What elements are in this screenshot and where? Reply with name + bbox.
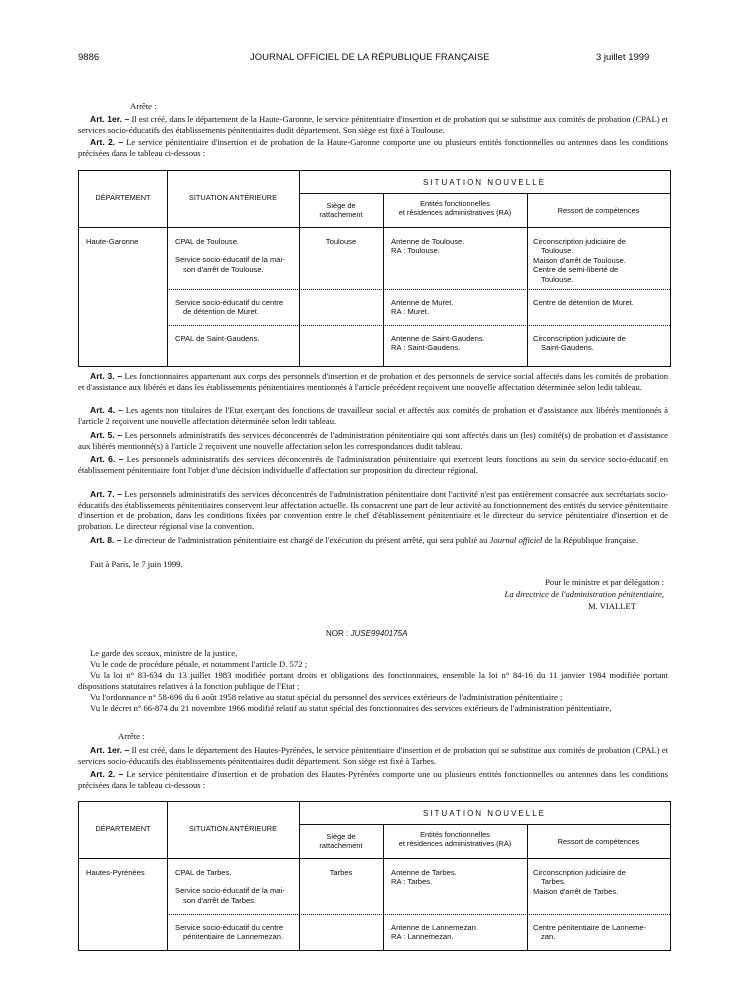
- header-siege-line2: rattachement: [319, 841, 363, 850]
- cell-line: Service socio-éducatif de la mai-: [175, 886, 285, 896]
- cell-departement: Haute-Garonne: [86, 237, 139, 246]
- header-entites-line1: Entités fonctionnelles: [420, 199, 490, 208]
- vu-4: Vu le décret n° 66-874 du 21 novembre 1966 modifié relatif au statut spécial des fonctionnaires des services extérieurs de l'administration pénitentiaire,: [90, 703, 612, 713]
- article-8: [78, 535, 668, 546]
- cell-ressort: [533, 334, 665, 353]
- cell-line: RA : Tarbes.: [391, 877, 433, 887]
- cell-line: Saint-Gaudens.: [541, 343, 594, 353]
- cell-line: Antenne de Saint-Gaudens.: [391, 334, 485, 343]
- signature-line-1: Pour le ministre et par délégation :: [545, 577, 664, 587]
- article-text: Il est créé, dans le département de la Haute-Garonne, le service pénitentiaire d'insertion et de probation qui se substitue aux comités de probation (CPAL) et services socio-éducatifs des établissements pénitentiaires dudit département. Son siège est fixé à Toulouse.: [78, 114, 668, 135]
- article-label: Art. 1er. –: [90, 114, 130, 124]
- header-situation-anterieure: SITUATION ANTÉRIEURE: [188, 193, 278, 202]
- cell-line: CPAL de Saint-Gaudens.: [175, 334, 260, 343]
- header-departement: DÉPARTEMENT: [95, 824, 151, 833]
- journal-title: JOURNAL OFFICIEL DE LA RÉPUBLIQUE FRANÇAISE: [250, 52, 490, 63]
- cell-entites: [391, 868, 525, 887]
- cell-anterieure: [175, 237, 295, 274]
- cell-siege: Tarbes: [329, 868, 353, 877]
- cell-line: RA : Lannemezan.: [391, 932, 454, 942]
- cell-line: Antenne de Tarbes.: [391, 868, 457, 877]
- article-label: Art. 1er. –: [90, 745, 130, 755]
- signature-line-2: La directrice de l'administration pénitentiaire,: [504, 589, 664, 599]
- header-entites-line2: et résidences administratives (RA): [398, 839, 512, 848]
- header-entites-line1: Entités fonctionnelles: [420, 830, 490, 839]
- header-ressort: Ressort de compétences: [557, 837, 640, 846]
- nor-reference: [326, 629, 407, 640]
- cell-line: zan.: [541, 932, 556, 942]
- cell-line: Centre pénitentiaire de Lanneme-: [533, 923, 647, 932]
- done-at: Fait à Paris, le 7 juin 1999.: [90, 559, 183, 569]
- cell-line: son d'arrêt de Tarbes.: [183, 895, 257, 905]
- arrete-1: Arrête :: [130, 101, 157, 111]
- article-1: [78, 114, 668, 135]
- article-text: Les personnels administratifs des services déconcentrés de l'administration pénitentiaire qui sont affectés dans un (les) comité(s) de probation et d'assistance aux libérés mentionné(s) à l'article 2 reçoivent une nouvelle affectation selon les correspondances dudit tableau.: [78, 430, 668, 451]
- cell-line: Circonscription judiciaire de: [533, 237, 626, 246]
- cell-line: Antenne de Lannemezan.: [391, 923, 478, 932]
- header-siege-line2: rattachement: [319, 210, 363, 219]
- nor-label: NOR :: [326, 629, 349, 638]
- vu-1: Vu le code de procédure pénale, et notamment l'article D. 572 ;: [90, 659, 307, 669]
- arrete-2: Arrête :: [118, 731, 145, 741]
- header-entites: [383, 830, 527, 848]
- article-text: Les personnels administratifs des services déconcentrés de l'administration pénitentiaire dont l'activité n'est pas entièrement consacrée aux secrétariats socio-éducatifs des établissements pénitentiaires conservent leur affectation actuelle. Ils consacrent une part de leur activité au fonctionnement des entités du service pénitentiaire d'insertion et de probation, dans les conditions fixées par convention entre le chef d'établissement pénitentiaire et le directeur du service pénitentiaire d'insertion et de probation. Le directeur régional vise la convention.: [78, 489, 668, 531]
- article-1-hp: [78, 745, 668, 766]
- cell-line: pénitentiaire de Lannemezan.: [183, 932, 284, 942]
- cell-entites: [391, 237, 525, 256]
- cell-line: CPAL de Toulouse.: [175, 237, 240, 246]
- article-2: [78, 137, 668, 158]
- cell-line: RA : Saint-Gaudens.: [391, 343, 461, 353]
- cell-ressort: [533, 868, 665, 896]
- article-6: [78, 454, 668, 475]
- article-label: Art. 7. –: [90, 489, 123, 499]
- cell-line: RA : Toulouse.: [391, 246, 440, 256]
- cell-line: CPAL de Tarbes.: [175, 868, 232, 877]
- journal-officiel: Journal officiel: [489, 535, 543, 545]
- article-text: Les agents non titulaires de l'Etat exerçant des fonctions de travailleur social et affectés aux comités de probation et d'assistance aux libérés mentionnés à l'article 2 reçoivent une nouvelle affectation déterminée selon ledit tableau.: [78, 405, 668, 426]
- article-7: [78, 489, 668, 531]
- cell-anterieure: [175, 334, 295, 343]
- cell-siege: Toulouse: [325, 237, 357, 246]
- cell-ressort: [533, 923, 665, 942]
- vu-2: Vu la loi n° 83-634 du 13 juillet 1983 modifiée portant droits et obligations des fonctionnaires, ensemble la loi n° 84-16 du 11 janvier 1984 modifiée portant dispositions statutaires relatives à la fonction publique de l'Etat ;: [78, 670, 668, 691]
- cell-line: Service socio-éducatif du centre: [175, 923, 284, 932]
- vu-3: Vu l'ordonnance n° 58-696 du 6 août 1958 relative au statut spécial du personnel des services extérieurs de l'administration pénitentiaire ;: [90, 692, 563, 702]
- article-4: [78, 405, 668, 426]
- article-3: [78, 371, 668, 392]
- cell-line: Tarbes.: [541, 877, 566, 887]
- article-2-hp: [78, 769, 668, 790]
- header-siege: [299, 201, 383, 219]
- cell-anterieure: [175, 868, 295, 905]
- header-departement: DÉPARTEMENT: [95, 193, 151, 202]
- article-text: de la République française.: [542, 535, 639, 545]
- article-label: Art. 3. –: [90, 371, 123, 381]
- table-hautes-pyrenees: [78, 801, 671, 951]
- cell-line: Service socio-éducatif de la mai-: [175, 255, 285, 265]
- cell-anterieure: [175, 923, 295, 942]
- header-situation-anterieure: SITUATION ANTÉRIEURE: [188, 824, 278, 833]
- article-label: Art. 2. –: [90, 769, 124, 779]
- article-text: Le service pénitentiaire d'insertion et de probation de la Haute-Garonne comporte une ou plusieurs entités fonctionnelles ou antennes dans les conditions précisées dans le tableau ci-dessous :: [78, 137, 668, 158]
- garde-des-sceaux: Le garde des sceaux, ministre de la justice,: [90, 648, 238, 658]
- article-label: Art. 4. –: [90, 405, 123, 415]
- header-ressort: Ressort de compétences: [557, 206, 640, 215]
- article-5: [78, 430, 668, 451]
- cell-line: Maison d'arrêt de Tarbes.: [533, 886, 619, 896]
- cell-line: Maison d'arrêt de Toulouse.: [533, 255, 626, 265]
- table-haute-garonne: [78, 170, 671, 367]
- cell-line: Circonscription judiciaire de: [533, 868, 626, 877]
- signature-name: M. VIALLET: [587, 601, 636, 611]
- header-siege-line1: Siège de: [326, 832, 356, 841]
- cell-entites: [391, 334, 525, 353]
- cell-ressort: [533, 298, 665, 307]
- cell-line: son d'arrêt de Toulouse.: [183, 264, 264, 274]
- header-situation-nouvelle: SITUATION NOUVELLE: [423, 809, 546, 818]
- cell-line: Toulouse.: [541, 246, 574, 256]
- nor-code: JUSE9940175A: [350, 629, 408, 638]
- cell-line: Circonscription judiciaire de: [533, 334, 626, 343]
- header-entites: [383, 199, 527, 217]
- cell-line: de détention de Muret.: [183, 307, 259, 317]
- header-siege-line1: Siège de: [326, 201, 356, 210]
- cell-line: Antenne de Muret.: [391, 298, 454, 307]
- cell-line: Toulouse.: [541, 274, 574, 284]
- cell-anterieure: [175, 298, 295, 317]
- article-label: Art. 8. –: [90, 535, 122, 545]
- article-text: Les fonctionnaires appartenant aux corps des personnels d'insertion et de probation et des personnels de service social affectés dans les comités de probation et d'assistance aux libérés et dans les établissements pénitentiaires mentionnés à l'article précédent reçoivent une nouvelle affectation déterminée selon ledit tableau.: [78, 371, 668, 392]
- header-situation-nouvelle: SITUATION NOUVELLE: [423, 178, 546, 187]
- cell-entites: [391, 298, 525, 317]
- cell-line: Service socio-éducatif du centre: [175, 298, 284, 307]
- article-text: Les personnels administratifs des services déconcentrés de l'administration pénitentiaire qui exercent leurs fonctions au sein du service socio-éducatif en établissement pénitentiaire font l'objet d'une décision individuelle d'affectation sur proposition du directeur régional.: [78, 454, 668, 475]
- page-number: 9886: [78, 52, 100, 63]
- cell-line: Antenne de Toulouse.: [391, 237, 465, 246]
- cell-line: Centre de détention de Muret.: [533, 298, 634, 307]
- article-label: Art. 6. –: [90, 454, 124, 464]
- cell-line: [175, 246, 295, 255]
- cell-line: [175, 877, 295, 886]
- article-text: Le directeur de l'administration pénitentiaire est chargé de l'exécution du présent arrêté, qui sera publié au: [123, 535, 490, 545]
- article-text: Il est créé, dans le département des Hautes-Pyrénées, le service pénitentiaire d'insertion et de probation qui se substitue aux comités de probation (CPAL) et services socio-éducatifs des établissements pénitentiaires dudit département. Son siège est fixé à Tarbes.: [78, 745, 668, 766]
- cell-line: Centre de semi-liberté de: [533, 265, 619, 275]
- issue-date: 3 juillet 1999: [596, 52, 650, 63]
- cell-entites: [391, 923, 525, 942]
- header-entites-line2: et résidences administratives (RA): [398, 208, 512, 217]
- article-label: Art. 2. –: [90, 137, 124, 147]
- article-text: Le service pénitentiaire d'insertion et de probation des Hautes-Pyrénées comporte une ou plusieurs entités fonctionnelles ou antennes dans les conditions précisées dans le tableau ci-dessous :: [78, 769, 668, 790]
- cell-departement: Hautes-Pyrénées: [86, 868, 145, 877]
- header-siege: [299, 832, 383, 850]
- cell-line: RA : Muret.: [391, 307, 429, 317]
- cell-ressort: [533, 237, 665, 284]
- article-label: Art. 5. –: [90, 430, 123, 440]
